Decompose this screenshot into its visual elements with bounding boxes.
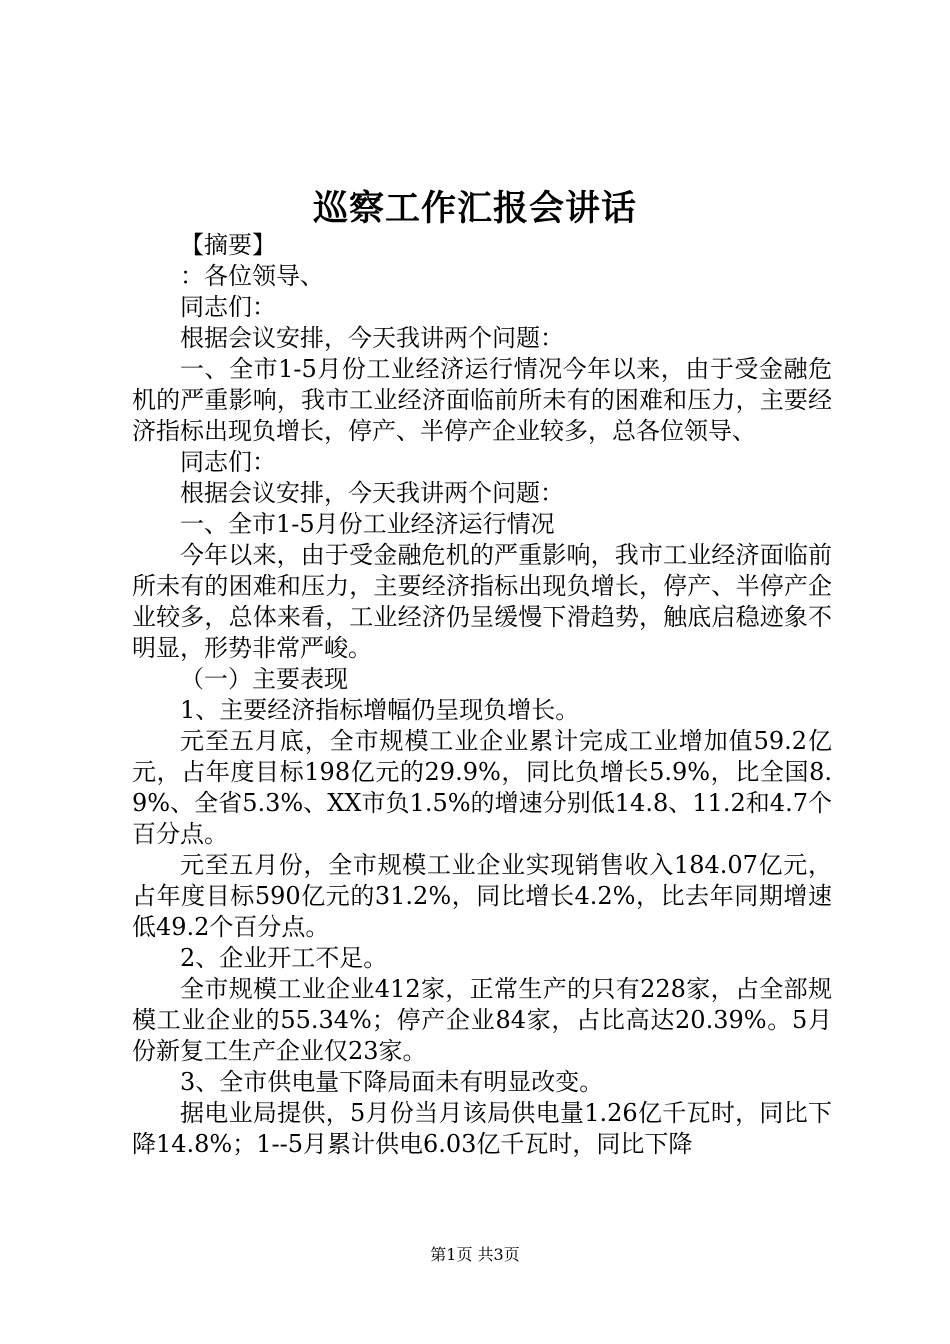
salutation-comrades: 同志们： [180,293,276,321]
subsection-heading: （一）主要表现 [180,665,348,693]
page-footer: 第1页 共3页 [430,1245,520,1264]
intro-paragraph: 根据会议安排，今天我讲两个问题： [180,324,564,352]
body-paragraph: 元至五月底，全市规模工业企业累计完成工业增加值59.2亿元，占年度目标198亿元的29.9%，同比负增长5.9%，比全国8.9%、全省5.3%、XX市负1.5%的增速分别低14.8、11.2和4.7个百分点。 [132,727,832,848]
abstract-heading: 【摘要】 [180,231,276,259]
section-heading-1: 一、全市1-5月份工业经济运行情况 [180,510,555,538]
salutation-comrades-2: 同志们： [180,448,276,476]
document-title: 巡察工作汇报会讲话 [312,188,637,229]
body-paragraph: 元至五月份，全市规模工业企业实现销售收入184.07亿元，占年度目标590亿元的31.2%，同比增长4.2%，比去年同期增速低49.2个百分点。 [132,851,832,941]
intro-paragraph-2: 根据会议安排，今天我讲两个问题： [180,479,564,507]
body-paragraph: 据电业局提供，5月份当月该局供电量1.26亿千瓦时，同比下降14.8%；1--5月累计供电6.03亿千瓦时，同比下降 [132,1099,832,1158]
salutation-leaders: ：各位领导、 [180,262,324,290]
item-heading-2: 2、企业开工不足。 [180,944,388,972]
body-paragraph: 今年以来，由于受金融危机的严重影响，我市工业经济面临前所未有的困难和压力，主要经济指标出现负增长，停产、半停产企业较多，总体来看，工业经济仍呈缓慢下滑趋势，触底启稳迹象不明显，形势非常严峻。 [132,541,832,662]
document-body [132,230,832,1160]
item-heading-3: 3、全市供电量下降局面未有明显改变。 [180,1068,604,1096]
body-paragraph: 全市规模工业企业412家，正常生产的只有228家，占全部规模工业企业的55.34%；停产企业84家，占比高达20.39%。5月份新复工生产企业仅23家。 [132,975,832,1065]
summary-paragraph: 一、全市1-5月份工业经济运行情况今年以来，由于受金融危机的严重影响，我市工业经济面临前所未有的困难和压力，主要经济指标出现负增长，停产、半停产企业较多，总各位领导、 [132,355,832,445]
item-heading-1: 1、主要经济指标增幅仍呈现负增长。 [180,696,580,724]
